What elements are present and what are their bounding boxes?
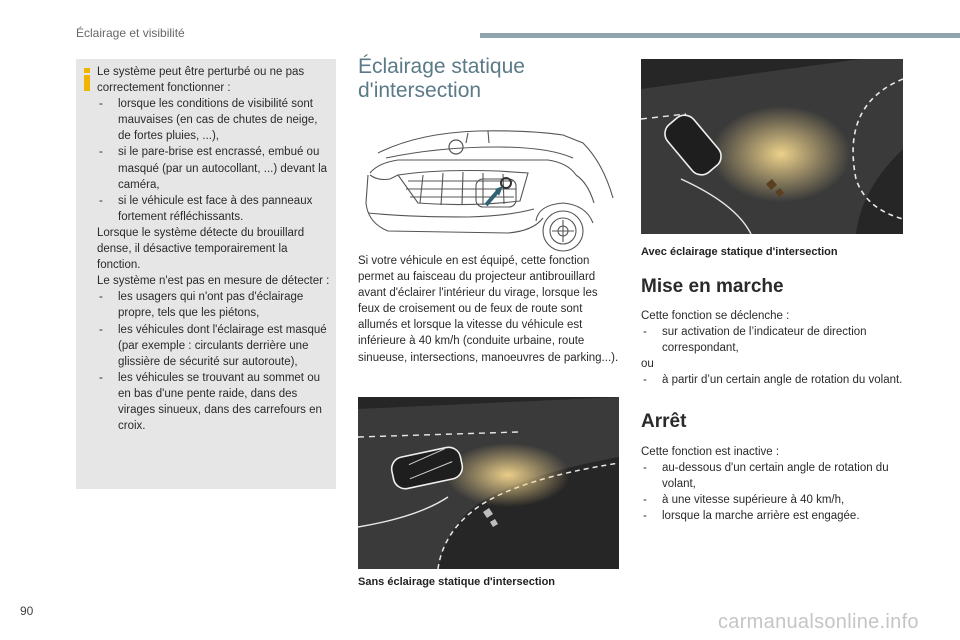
watermark: carmanualsonline.info xyxy=(718,611,919,633)
header-title: Éclairage et visibilité xyxy=(76,26,185,40)
info-icon xyxy=(84,68,90,91)
list-item: - à partir d’un certain angle de rotation du volant. xyxy=(643,374,903,387)
info-box xyxy=(76,59,336,489)
list-item: - sur activation de l’indicateur de direction correspondant, xyxy=(643,326,867,355)
page-number: 90 xyxy=(20,604,34,618)
list-item: - lorsque les conditions de visibilité sont mauvaises (en cas de chutes de neige, de fortes pluies, ...), xyxy=(99,98,318,143)
marche-intro: Cette fonction se déclenche : xyxy=(641,310,790,322)
intro-text: Si votre véhicule en est équipé, cette fonction permet au faisceau du projecteur antibrouillard avant d'éclairer l'intérieur du virage, lorsque les feux de croisement ou de feux de route sont allumés et lorsque la vitesse du véhicule est inférieure à 40 km/h (conduite urbaine, route sinueuse, intersections, manoeuvres de parking...). xyxy=(358,255,619,364)
arret-text xyxy=(641,444,903,524)
list-item: - les véhicules se trouvant au sommet ou en bas d'une pente raide, dans des virages sinueux, dans des carrefours en croix. xyxy=(99,371,322,433)
heading-mise-en-marche: Mise en marche xyxy=(641,276,784,297)
road-with-cornering-light xyxy=(641,59,903,234)
info-fog-paragraph: Lorsque le système détecte du brouillard dense, il désactive temporairement la fonction. xyxy=(97,226,305,272)
marche-or: ou xyxy=(641,358,654,371)
caption-without: Sans éclairage statique d'intersection xyxy=(358,576,556,588)
caption-with: Avec éclairage statique d'intersection xyxy=(641,246,838,258)
list-item: - au-dessous d'un certain angle de rotation du volant, xyxy=(643,462,889,491)
info-box-text xyxy=(97,64,333,434)
header-bar xyxy=(480,33,960,38)
list-item: - si le véhicule est face à des panneaux fortement réfléchissants. xyxy=(99,194,313,223)
list-item: - si le pare-brise est encrassé, embué ou masqué (par un autocollant, ...) devant la caméra, xyxy=(99,146,328,191)
list-item: - à une vitesse supérieure à 40 km/h, xyxy=(643,494,845,507)
list-item: - lorsque la marche arrière est engagée. xyxy=(643,510,860,523)
heading-arret: Arrêt xyxy=(641,411,687,432)
info-intro: Le système peut être perturbé ou ne pas correctement fonctionner : xyxy=(97,66,305,95)
info-detect-paragraph: Le système n'est pas en mesure de détecter : xyxy=(97,275,330,288)
car-front-illustration xyxy=(358,113,618,253)
list-item: - les véhicules dont l'éclairage est masqué (par exemple : circulants derrière une glissière de sécurité sur autoroute), xyxy=(99,323,327,368)
mise-en-marche-text xyxy=(641,308,903,388)
arret-intro: Cette fonction est inactive : xyxy=(641,446,780,458)
road-without-cornering-light xyxy=(358,397,619,569)
list-item: - les usagers qui n'ont pas d'éclairage propre, tels que les piétons, xyxy=(99,291,304,320)
section-title: Éclairage statique d'intersection xyxy=(358,55,525,102)
